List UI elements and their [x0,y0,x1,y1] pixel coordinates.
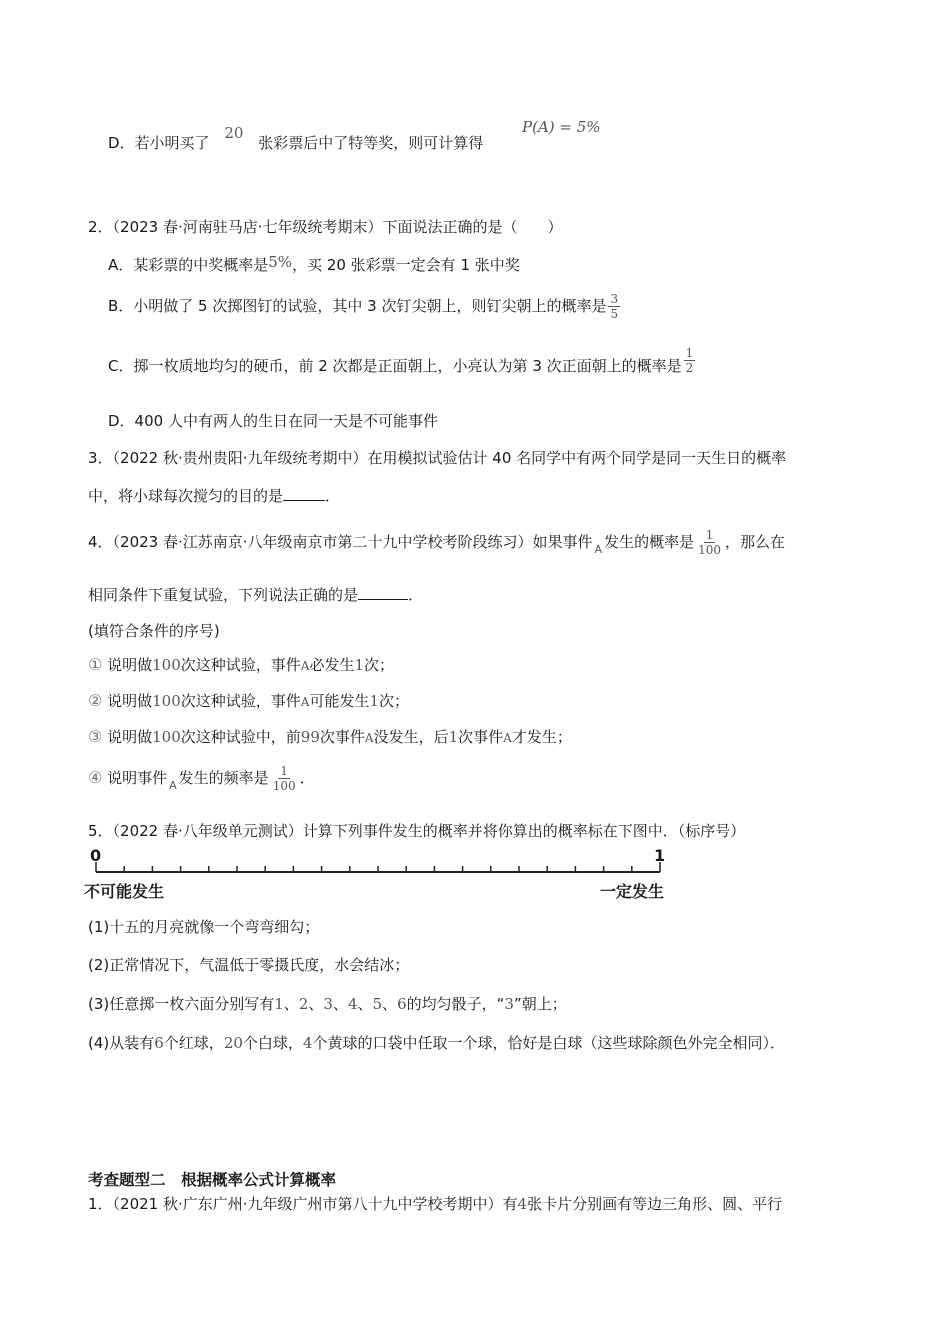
question-2-option-a [108,254,520,275]
event-symbol: A [364,731,374,745]
text: ． [408,586,424,604]
text: ． [325,487,341,505]
question-4-line-2 [88,584,423,605]
text: 说明做 [107,692,153,710]
math-number: 100 [152,656,181,674]
text: 发生的概率是 [604,533,695,551]
math-percent: 5% [268,253,293,271]
math-number: 100 [152,692,181,710]
question-4-option-3 [88,726,572,747]
question-4-option-1 [88,654,394,675]
fraction [271,764,298,793]
text: 张彩票后中了特等奖，则可计算得 [258,134,484,152]
text: 个白球， [242,1034,303,1052]
text: (3)任意掷一枚六面分别写有 [88,995,275,1013]
text: 中，将小球每次搅匀的目的是 [88,487,284,505]
probability-formula: P(A) = 5% [522,118,601,136]
text: B．小明做了 5 次掷图钉的试验，其中 3 次钉尖朝上，则钉尖朝上的概率是 [108,297,607,315]
math-number: 1 [369,692,380,710]
question-2-option-d: D．400 人中有两人的生日在同一天是不可能事件 [108,412,438,430]
text: A．某彩票的中奖概率是 [108,256,269,274]
math-number: 1 [354,656,365,674]
math-number: 20 [223,1034,243,1052]
impossible-label: 不可能发生 [84,882,165,901]
question-2-option-c [108,346,697,381]
text: 才发生； [511,728,572,746]
axis-one-label: 1 [654,846,666,865]
denominator: 100 [272,779,296,793]
math-number: 99 [300,728,320,746]
text: 说明事件 [107,769,168,787]
math-number: 2 [298,995,309,1013]
fraction [696,528,723,557]
event-symbol: A [594,543,603,556]
text: 说明做 [107,656,153,674]
text: 可能发生 [309,692,370,710]
text: 相同条件下重复试验，下列说法正确的是 [88,586,359,604]
text: (4)从装有 [88,1034,155,1052]
text: 次事件 [319,728,365,746]
math-number: 1 [448,728,459,746]
event-symbol: A [300,659,310,673]
text: 次事件 [458,728,504,746]
question-2-stem: 2．（2023 春·河南驻马店·七年级统考期末）下面说法正确的是（ ） [88,218,563,236]
text: D．若小明买了 [108,134,210,152]
numerator: 1 [705,528,714,542]
math-number: 6 [397,995,407,1013]
text: ”朝上； [513,995,567,1013]
question-3-line-1: 3．（2022 秋·贵州贵阳·九年级统考期中）在用模拟试验估计 40 名同学中有两个同学是同一天生日的概率 [88,449,787,467]
text: 发生的频率是 [178,769,269,787]
circled-number-4-icon: ④ [88,768,103,787]
section-2-title: 考查题型二 根据概率公式计算概率 [88,1171,337,1189]
question-5-item-3: (3)任意掷一枚六面分别写有1、2、3、4、5、6的均匀骰子，“3”朝上； [88,995,567,1013]
text: 次这种试验中，前 [180,728,301,746]
text: C．掷一枚质地均匀的硬币，前 2 次都是正面朝上，小亮认为第 3 次正面朝上的概率是 [108,357,682,375]
question-5-item-2: (2)正常情况下，气温低于零摄氏度，水会结冰； [88,956,410,974]
text: 没发生，后 [373,728,449,746]
numerator: 1 [685,346,694,360]
question-4-option-2 [88,690,409,711]
question-5-stem: 5．（2022 春·八年级单元测试）计算下列事件发生的概率并将你算出的概率标在下图中．（标序号） [88,822,746,840]
text: 次； [379,692,410,710]
question-4-option-4 [88,764,315,793]
numerator: 1 [280,764,288,778]
text: 4．（2023 春·江苏南京·八年级南京市第二十九中学校考阶段练习）如果事件 [88,533,593,551]
denominator: 100 [698,543,721,557]
answer-blank[interactable] [358,585,408,600]
event-symbol: A [169,779,177,792]
math-number: 3 [504,995,514,1013]
answer-blank[interactable] [283,486,325,501]
math-number: 3 [323,995,333,1013]
event-symbol: A [503,731,512,745]
certain-label: 一定发生 [600,882,665,901]
math-number: 100 [152,728,181,746]
tick-marks [96,862,660,872]
text: ，那么在 [724,533,785,551]
text: ． [299,769,315,787]
math-number: 5 [372,995,383,1013]
question-3-line-2 [88,485,340,506]
math-number: 4 [302,1034,313,1052]
event-symbol: A [300,695,310,709]
question-5-item-1: (1)十五的月亮就像一个弯弯细勾； [88,918,320,936]
text: 次这种试验，事件 [180,692,301,710]
question-5-item-4 [88,1032,785,1053]
text: 张卡片分别画有等边三角形、圆、平行 [527,1195,783,1213]
option-d-prev [108,124,484,153]
denominator: 5 [610,307,619,321]
circled-number-2-icon: ② [88,691,103,710]
fraction [684,346,696,375]
math-number: 4 [347,995,358,1013]
section-2-question-1 [88,1193,782,1214]
circled-number-1-icon: ① [88,655,103,674]
question-4-line-1 [88,528,785,557]
math-number: 4 [517,1195,528,1213]
probability-number-line [84,846,673,901]
fraction [608,292,620,321]
axis-zero-label: 0 [90,846,102,865]
question-2-option-b [108,292,622,321]
number-line-graphic [88,846,673,901]
text: 的均匀骰子，“ [406,995,505,1013]
text: 次这种试验，事件 [180,656,301,674]
text: 1．（2021 秋·广东广州·九年级广州市第八十九中学校考期中）有 [88,1195,518,1213]
math-number: 1 [274,995,284,1013]
text: 个黄球的口袋中任取一个球，恰好是白球（这些球除颜色外完全相同）． [312,1034,785,1052]
text: 个红球， [163,1034,224,1052]
numerator: 3 [610,292,619,306]
text: ，买 20 张彩票一定会有 1 张中奖 [292,256,520,274]
text: 必发生 [309,656,355,674]
denominator: 2 [685,361,694,375]
question-4-hint: (填符合条件的序号) [88,622,220,640]
math-number: 6 [154,1034,164,1052]
text: 次； [364,656,395,674]
math-number: 20 [224,124,244,142]
text: 说明做 [107,728,153,746]
circled-number-3-icon: ③ [88,727,103,746]
